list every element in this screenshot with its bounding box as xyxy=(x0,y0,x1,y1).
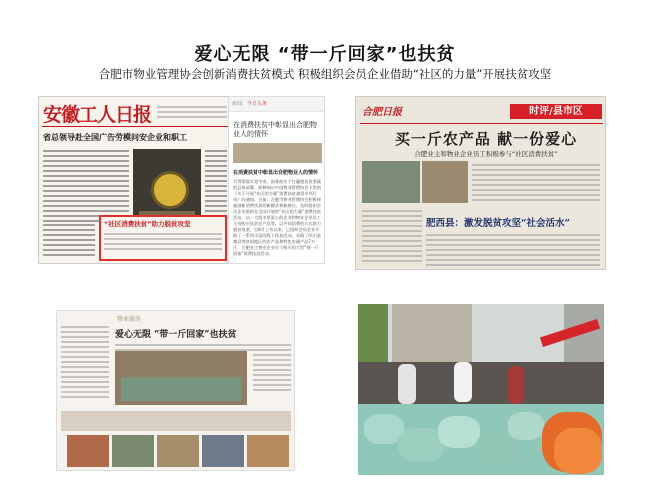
page-title: 爱心无限 “带一斤回家”也扶贫 xyxy=(194,44,456,65)
community-event-photo xyxy=(358,304,604,475)
mobile-article-screenshot xyxy=(228,96,325,264)
photo-2 xyxy=(422,161,468,203)
tab-toutiao[interactable]: 今日头条 xyxy=(247,101,268,107)
box-title: “社区消费扶贫”助力脱贫攻坚 xyxy=(104,220,191,228)
article-photo xyxy=(233,143,322,163)
headline: 买一斤农产品 献一份爱心 xyxy=(394,130,578,148)
section-banner: 时评/县市区 xyxy=(510,104,602,119)
newspaper-clipping-workers-daily xyxy=(38,96,231,264)
magazine-header: 物业服务 xyxy=(117,316,142,323)
masthead: 合肥日报 xyxy=(362,107,402,118)
photo-strip xyxy=(67,435,289,467)
highlighted-article-box xyxy=(99,215,227,261)
page-subtitle: 合肥市物业管理协会创新消费扶贫模式 积极组织会员企业借助“社区的力量”开展扶贫攻坚 xyxy=(98,67,552,81)
tab-news[interactable]: 新闻 xyxy=(232,101,243,107)
magazine-headline: 爱心无限 “带一斤回家”也扶贫 xyxy=(115,330,237,340)
magazine-spread xyxy=(56,310,295,471)
article-headline: 在消费扶贫中彰显出合肥物业人的情怀 xyxy=(233,121,317,138)
subhead: 合肥业主和物业企业员工积极参与“社区消费扶贫” xyxy=(414,150,558,158)
article-body: 为贯彻落实党中央、国务院关于打赢脱贫攻坚战的总体部署，积极响应中国物业管理协会下发的《关于开展“社区的力量”消费扶贫战役专项行动》的通知。日前，合肥市物业管理协会积极探索创新消费扶贫的新模式和新路径，及时组织会员企业借助在全国开展的“社区的力量”消费扶贫活动。以一大批丰厚爱心的企业和物业企业员工主动购买扶贫农产品等。以共同消费的方式助力脱贫攻坚，自6月上旬以来，已组织会员企业开展了一系列丰富的线下扶贫活动。采购了四川金寨县等贫困地区的农产品和特色农副产品7万斤，合肥业主物业企业员工购买的大型“带一斤回家”消费扶贫活动。 xyxy=(233,179,322,256)
article-subhead: 在消费扶贫中彰显出合肥物业人的情怀 xyxy=(233,170,319,176)
photo-1 xyxy=(362,161,420,203)
secondary-headline: 肥西县：激发脱贫攻坚“社会活水” xyxy=(426,218,570,229)
main-photo xyxy=(115,351,247,405)
headline: 省总领导赴全国广告劳模问安企业和职工 xyxy=(43,132,187,142)
masthead: 安徽工人日报 xyxy=(43,104,152,126)
newspaper-clipping-hefei-daily xyxy=(355,96,606,270)
